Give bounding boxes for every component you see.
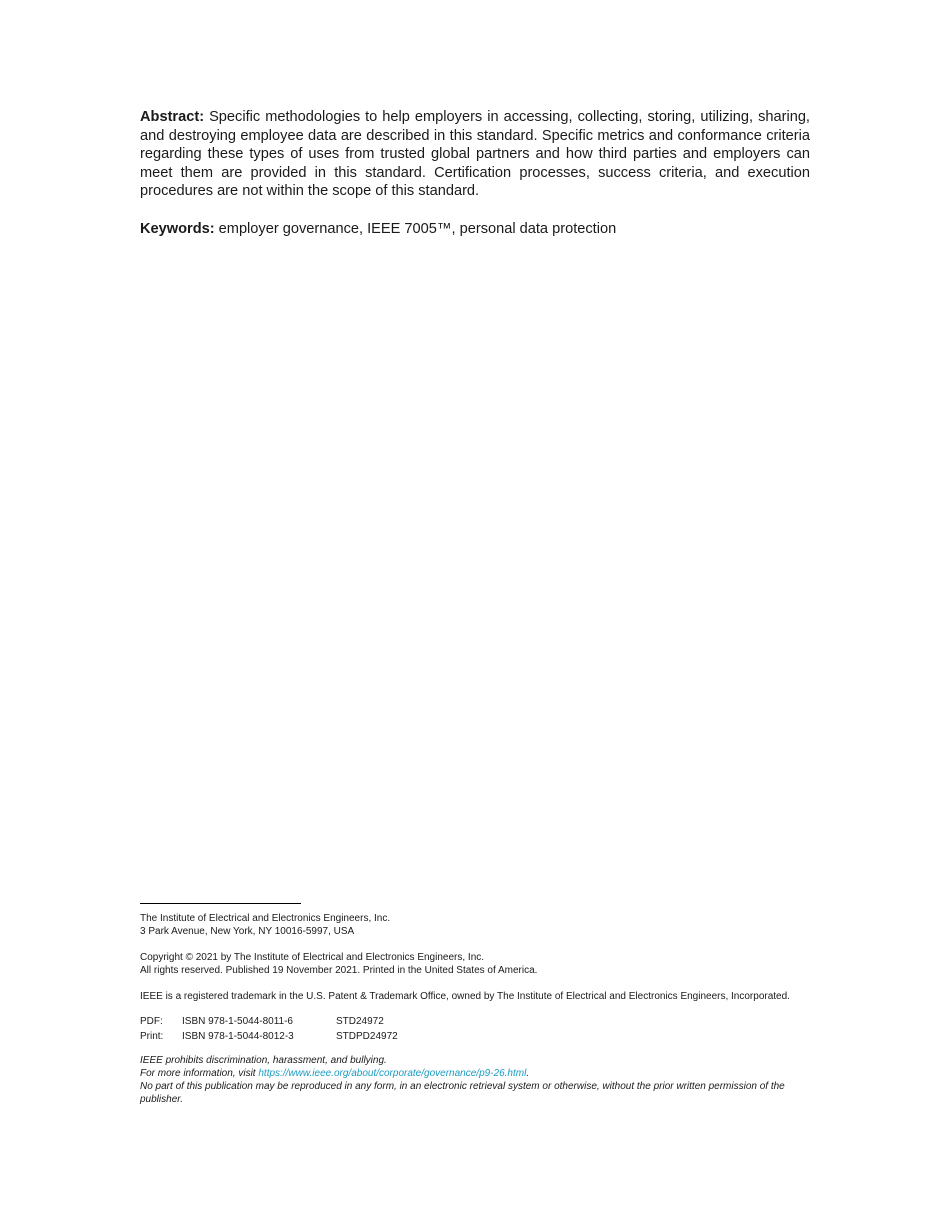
copyright-line-2: All rights reserved. Published 19 November 2021. Printed in the United States of America. [140, 965, 538, 976]
isbn-code: STD24972 [336, 1016, 384, 1027]
trademark-text: IEEE is a registered trademark in the U.S. Patent & Trademark Office, owned by The Institute of Electrical and Electronics Engineers, Incorporated. [140, 991, 790, 1002]
isbn-number: ISBN 978-1-5044-8011-6 [182, 1016, 293, 1027]
abstract-label: Abstract: [140, 109, 205, 125]
reproduction-notice: No part of this publication may be reproduced in any form, in an electronic retrieval system or otherwise, without the prior written permission of the publisher. [140, 1081, 785, 1105]
publisher-address: 3 Park Avenue, New York, NY 10016-5997, USA [140, 926, 355, 937]
isbn-format: Print: [140, 1031, 164, 1042]
isbn-code: STDPD24972 [336, 1031, 398, 1042]
isbn-row-pdf [140, 1014, 812, 1029]
info-line [140, 1067, 812, 1080]
keywords-paragraph [140, 220, 810, 239]
copyright-block [140, 951, 812, 977]
copyright-line-1: Copyright © 2021 by The Institute of Electrical and Electronics Engineers, Inc. [140, 952, 485, 963]
isbn-format: PDF: [140, 1016, 163, 1027]
keywords-label: Keywords: [140, 221, 215, 237]
publication-footer [140, 903, 812, 1106]
isbn-row-print [140, 1029, 812, 1044]
footer-divider [140, 903, 301, 904]
publisher-block [140, 912, 812, 938]
abstract-paragraph [140, 108, 810, 201]
prohibits-notice: IEEE prohibits discrimination, harassment, and bullying. [140, 1055, 387, 1066]
governance-link[interactable]: https://www.ieee.org/about/corporate/governance/p9-26.html [258, 1068, 527, 1079]
abstract-text: Specific methodologies to help employers in accessing, collecting, storing, utilizing, sharing, and destroying employee data are described in this standard. Specific metrics and conformance criteria regarding these types of uses from trusted global partners and how third parties and employers can meet them are provided in this standard. Certification processes, success criteria, and execution procedures are not within the scope of this standard. [140, 109, 810, 199]
keywords-text: employer governance, IEEE 7005™, personal data protection [218, 221, 617, 237]
info-prefix: For more information, visit [140, 1068, 259, 1079]
isbn-number: ISBN 978-1-5044-8012-3 [182, 1031, 294, 1042]
info-suffix: . [526, 1068, 530, 1079]
isbn-table [140, 1014, 812, 1044]
trademark-block [140, 990, 812, 1003]
notice-block [140, 1054, 812, 1106]
publisher-name: The Institute of Electrical and Electronics Engineers, Inc. [140, 913, 391, 924]
